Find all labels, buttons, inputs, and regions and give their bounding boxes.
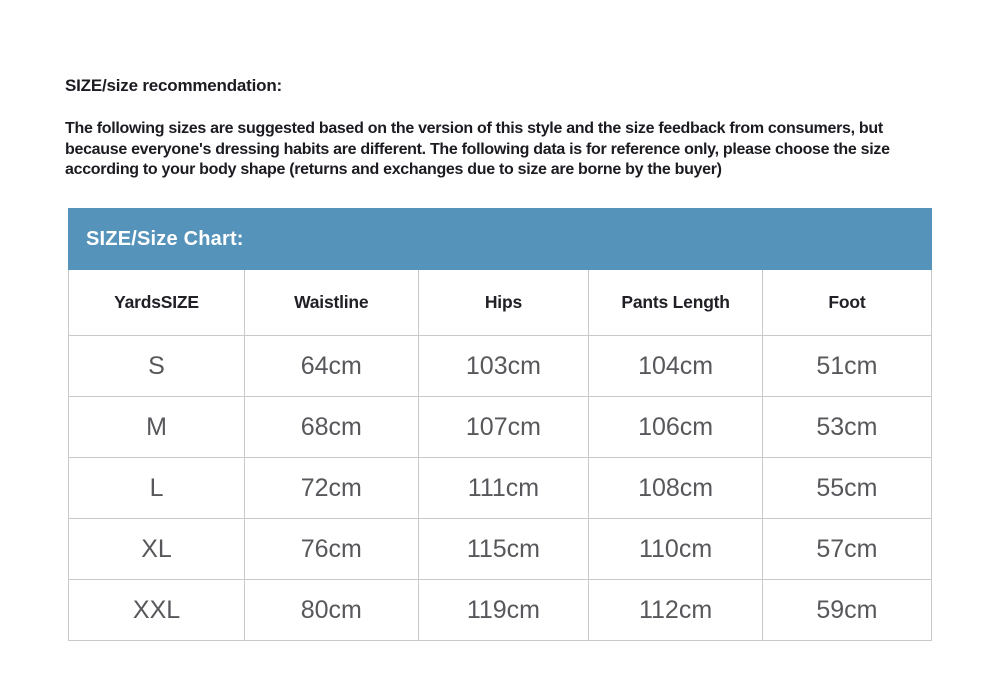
size-label-cell: XXL (69, 580, 245, 641)
page-title: SIZE/size recommendation: (65, 76, 282, 95)
waistline-cell: 76cm (245, 519, 418, 580)
pants-length-cell: 112cm (589, 580, 762, 641)
hips-cell: 115cm (418, 519, 589, 580)
hips-cell: 111cm (418, 458, 589, 519)
pants-length-cell: 108cm (589, 458, 762, 519)
waistline-cell: 72cm (245, 458, 418, 519)
hips-cell: 119cm (418, 580, 589, 641)
size-label-cell: M (69, 397, 245, 458)
size-chart-title: SIZE/Size Chart: (86, 227, 244, 250)
table-row-xxl (69, 580, 932, 641)
size-chart-title-bar (68, 208, 932, 270)
foot-cell: 53cm (762, 397, 931, 458)
hips-cell: 103cm (418, 336, 589, 397)
size-label-cell: XL (69, 519, 245, 580)
column-header-foot: Foot (762, 270, 931, 336)
foot-cell: 59cm (762, 580, 931, 641)
table-row-l (69, 458, 932, 519)
table-header-row (69, 270, 932, 336)
pants-length-cell: 106cm (589, 397, 762, 458)
size-disclaimer-text: The following sizes are suggested based on the version of this style and the size feedback from consumers, but because everyone's dressing habits are different. The following data is for reference only, please choose the size according to your body shape (returns and exchanges due to size are borne by the buyer) (65, 120, 890, 178)
foot-cell: 51cm (762, 336, 931, 397)
column-header-waistline: Waistline (245, 270, 418, 336)
size-label-cell: S (69, 336, 245, 397)
hips-cell: 107cm (418, 397, 589, 458)
pants-length-cell: 110cm (589, 519, 762, 580)
foot-cell: 55cm (762, 458, 931, 519)
foot-cell: 57cm (762, 519, 931, 580)
table-row-xl (69, 519, 932, 580)
column-header-pants-length: Pants Length (589, 270, 762, 336)
pants-length-cell: 104cm (589, 336, 762, 397)
waistline-cell: 68cm (245, 397, 418, 458)
table-row-s (69, 336, 932, 397)
waistline-cell: 80cm (245, 580, 418, 641)
table-row-m (69, 397, 932, 458)
column-header-hips: Hips (418, 270, 589, 336)
size-label-cell: L (69, 458, 245, 519)
column-header-yards-size: YardsSIZE (69, 270, 245, 336)
size-table (68, 270, 932, 641)
waistline-cell: 64cm (245, 336, 418, 397)
